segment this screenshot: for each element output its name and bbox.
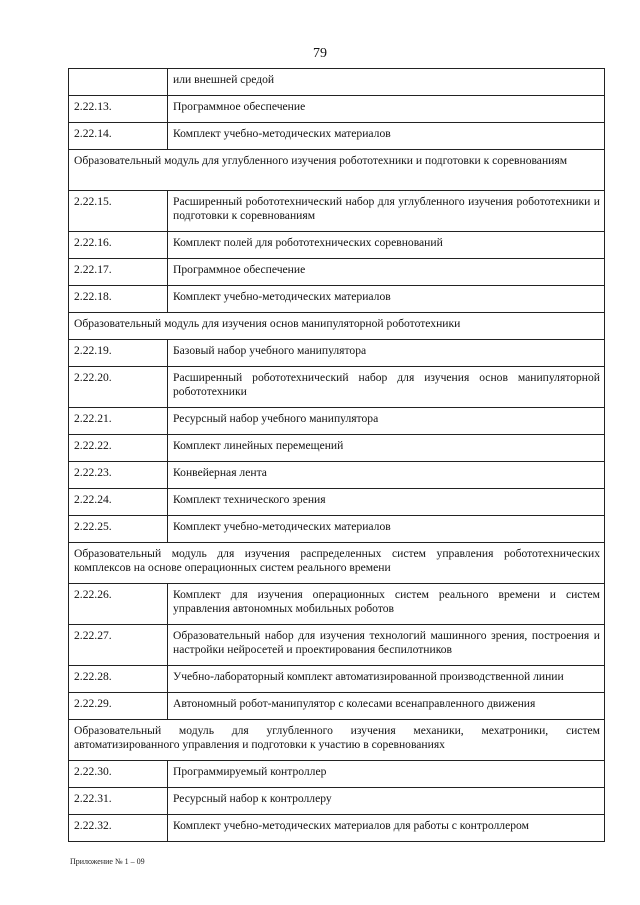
item-name: Расширенный робототехнический набор для углубленного изучения робототехники и подготовки к соревнованиям bbox=[168, 191, 605, 232]
item-number: 2.22.31. bbox=[69, 788, 168, 815]
table-row bbox=[69, 489, 605, 516]
table-row bbox=[69, 232, 605, 259]
item-name: или внешней средой bbox=[168, 69, 605, 96]
page-number: 79 bbox=[313, 46, 327, 61]
item-name: Программное обеспечение bbox=[168, 259, 605, 286]
item-number: 2.22.27. bbox=[69, 625, 168, 666]
item-number: 2.22.29. bbox=[69, 693, 168, 720]
table-row bbox=[69, 788, 605, 815]
item-name: Комплект учебно-методических материалов bbox=[168, 286, 605, 313]
item-name: Образовательный набор для изучения технологий машинного зрения, построения и настройки нейросетей и проектирования беспилотников bbox=[168, 625, 605, 666]
item-name: Комплект полей для робототехнических соревнований bbox=[168, 232, 605, 259]
item-number: 2.22.16. bbox=[69, 232, 168, 259]
item-number: 2.22.15. bbox=[69, 191, 168, 232]
table-row bbox=[69, 96, 605, 123]
item-name: Учебно-лабораторный комплект автоматизированной производственной линии bbox=[168, 666, 605, 693]
table-row bbox=[69, 408, 605, 435]
section-row bbox=[69, 150, 605, 191]
table-row bbox=[69, 286, 605, 313]
section-heading: Образовательный модуль для изучения основ манипуляторной робототехники bbox=[69, 313, 605, 340]
item-name: Программируемый контроллер bbox=[168, 761, 605, 788]
item-number: 2.22.21. bbox=[69, 408, 168, 435]
item-number: 2.22.18. bbox=[69, 286, 168, 313]
table-row bbox=[69, 340, 605, 367]
item-number: 2.22.22. bbox=[69, 435, 168, 462]
table-row bbox=[69, 462, 605, 489]
item-name: Базовый набор учебного манипулятора bbox=[168, 340, 605, 367]
item-number: 2.22.23. bbox=[69, 462, 168, 489]
table-row bbox=[69, 666, 605, 693]
item-number: 2.22.25. bbox=[69, 516, 168, 543]
item-name: Комплект учебно-методических материалов bbox=[168, 123, 605, 150]
section-heading: Образовательный модуль для изучения распределенных систем управления робототехнических комплексов на основе операционных систем реального времени bbox=[69, 543, 605, 584]
table-row bbox=[69, 123, 605, 150]
table-row bbox=[69, 761, 605, 788]
table-row bbox=[69, 625, 605, 666]
item-name: Программное обеспечение bbox=[168, 96, 605, 123]
items-table-body bbox=[69, 69, 605, 842]
section-row bbox=[69, 720, 605, 761]
item-number: 2.22.26. bbox=[69, 584, 168, 625]
table-row bbox=[69, 693, 605, 720]
item-number: 2.22.20. bbox=[69, 367, 168, 408]
section-row bbox=[69, 543, 605, 584]
section-heading: Образовательный модуль для углубленного изучения механики, мехатроники, систем автоматизированного управления и подготовки к участию в соревнованиях bbox=[69, 720, 605, 761]
item-name: Ресурсный набор учебного манипулятора bbox=[168, 408, 605, 435]
table-row bbox=[69, 435, 605, 462]
item-number: 2.22.19. bbox=[69, 340, 168, 367]
table-row bbox=[69, 367, 605, 408]
item-name: Комплект учебно-методических материалов bbox=[168, 516, 605, 543]
table-row bbox=[69, 191, 605, 232]
item-number: 2.22.28. bbox=[69, 666, 168, 693]
item-name: Конвейерная лента bbox=[168, 462, 605, 489]
table-row bbox=[69, 584, 605, 625]
item-number: 2.22.17. bbox=[69, 259, 168, 286]
section-row bbox=[69, 313, 605, 340]
item-number: 2.22.14. bbox=[69, 123, 168, 150]
page-footer: Приложение № 1 – 09 bbox=[70, 857, 145, 866]
item-name: Автономный робот-манипулятор с колесами всенаправленного движения bbox=[168, 693, 605, 720]
item-number: 2.22.32. bbox=[69, 815, 168, 842]
item-name: Ресурсный набор к контроллеру bbox=[168, 788, 605, 815]
item-number bbox=[69, 69, 168, 96]
table-row bbox=[69, 259, 605, 286]
item-number: 2.22.24. bbox=[69, 489, 168, 516]
items-table bbox=[68, 68, 605, 842]
table-row bbox=[69, 516, 605, 543]
item-number: 2.22.13. bbox=[69, 96, 168, 123]
item-number: 2.22.30. bbox=[69, 761, 168, 788]
item-name: Расширенный робототехнический набор для изучения основ манипуляторной робототехники bbox=[168, 367, 605, 408]
item-name: Комплект учебно-методических материалов для работы с контроллером bbox=[168, 815, 605, 842]
section-heading: Образовательный модуль для углубленного изучения робототехники и подготовки к соревнованиям bbox=[69, 150, 605, 191]
item-name: Комплект для изучения операционных систем реального времени и систем управления автономных мобильных роботов bbox=[168, 584, 605, 625]
item-name: Комплект линейных перемещений bbox=[168, 435, 605, 462]
table-row bbox=[69, 815, 605, 842]
table-row bbox=[69, 69, 605, 96]
item-name: Комплект технического зрения bbox=[168, 489, 605, 516]
